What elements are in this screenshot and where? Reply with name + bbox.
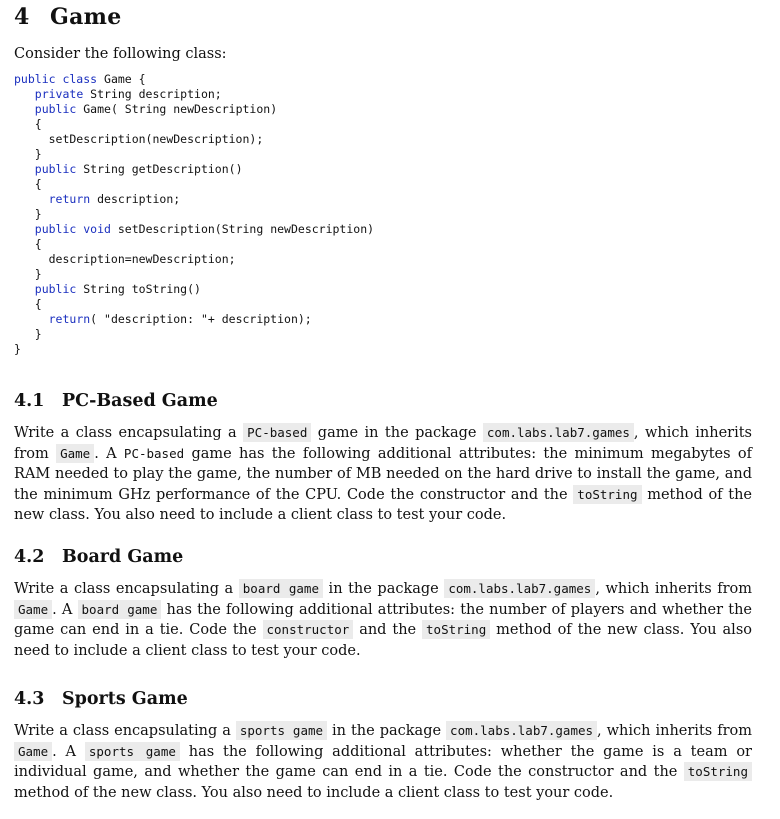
code-text: { (14, 297, 42, 311)
code-text (14, 282, 35, 296)
code-text: } (14, 207, 42, 221)
paragraph-text: . A (52, 601, 78, 618)
intro-text: Consider the following class: (14, 46, 227, 62)
paragraph-text: method of the new class. You also need to include a client class to test your code. (14, 622, 752, 659)
code-line (14, 72, 374, 87)
subsection-heading-4-3 (14, 689, 188, 709)
code-line (14, 222, 374, 237)
inline-code: Game (56, 444, 94, 463)
code-listing (14, 72, 374, 357)
code-keyword: return (48, 312, 91, 326)
code-text: Game( String newDescription) (76, 102, 278, 116)
paragraph-text: game in the package (311, 425, 483, 441)
inline-code: com.labs.lab7.games (446, 721, 597, 740)
code-text: setDescription(String newDescription) (110, 222, 375, 236)
code-keyword: return (48, 192, 91, 206)
inline-code: board game (239, 579, 323, 598)
code-text (14, 162, 35, 176)
code-text (14, 192, 49, 206)
code-line (14, 297, 374, 312)
code-line (14, 102, 374, 117)
subsection-number: 4.1 (14, 391, 45, 411)
code-text (14, 102, 35, 116)
inline-code: Game (14, 600, 52, 619)
code-text: String description; (83, 87, 222, 101)
paragraph-text: Write a class encapsulating a (14, 723, 236, 739)
paragraph-text: in the package (322, 581, 445, 597)
code-line (14, 237, 374, 252)
code-keyword: public (34, 102, 77, 116)
inline-code: toString (684, 762, 752, 781)
paragraph-text: in the package (327, 723, 447, 739)
paragraph-text: , which inherits from (595, 581, 752, 597)
inline-code: constructor (263, 620, 354, 639)
inline-code: Game (14, 742, 52, 761)
code-line (14, 117, 374, 132)
paragraph-text: , which inherits from (597, 723, 752, 739)
paragraph-text: method of the new class. You also need to include a client class to test your code. (14, 784, 614, 801)
code-text: String toString() (76, 282, 201, 296)
subsection-title: Sports Game (62, 689, 188, 709)
code-line (14, 252, 374, 267)
section-title: Game (50, 4, 122, 30)
code-line (14, 147, 374, 162)
code-line (14, 192, 374, 207)
code-text: } (14, 267, 42, 281)
code-text: { (14, 177, 42, 191)
code-line (14, 327, 374, 342)
code-line (14, 282, 374, 297)
subsection-title: PC-Based Game (62, 391, 218, 411)
code-keyword: private (34, 87, 84, 101)
paragraph-text: game has the following additional attributes: the minimum megabytes of RAM needed to play the game, the number of MB needed on the hard drive to install the game, and the minimum GHz performance of the CPU. Code the constructor and the (14, 445, 752, 503)
code-text: description; (90, 192, 181, 206)
code-text: Game { (97, 72, 146, 86)
inline-code: com.labs.lab7.games (483, 423, 634, 442)
inline-code: PC-based (123, 445, 185, 461)
code-line (14, 312, 374, 327)
code-keyword: public (34, 162, 77, 176)
code-line (14, 132, 374, 147)
code-text: { (14, 117, 42, 131)
inline-code: sports game (236, 721, 327, 740)
subsection-heading-4-1 (14, 391, 218, 411)
subsection-number: 4.2 (14, 547, 45, 567)
section-number: 4 (14, 4, 30, 30)
subsection-paragraph (14, 579, 752, 661)
subsection-heading-4-2 (14, 547, 183, 567)
inline-code: toString (422, 620, 490, 639)
code-text (14, 222, 35, 236)
code-text: } (14, 342, 21, 356)
section-heading (14, 4, 122, 30)
inline-code: com.labs.lab7.games (444, 579, 595, 598)
paragraph-text: . A (94, 445, 124, 462)
inline-code: toString (573, 485, 641, 504)
subsection-paragraph (14, 423, 752, 526)
paragraph-text: has the following additional attributes: the number of players and whether the game can end in a tie. Code the (14, 601, 752, 638)
code-text (14, 312, 49, 326)
code-text: } (14, 147, 42, 161)
code-line (14, 87, 374, 102)
paragraph-text: , which inherits from (14, 425, 752, 462)
code-line (14, 207, 374, 222)
code-keyword: public class (14, 72, 98, 86)
inline-code: PC-based (243, 423, 311, 442)
subsection-number: 4.3 (14, 689, 45, 709)
code-line (14, 162, 374, 177)
paragraph-text: and the (353, 622, 423, 638)
code-line (14, 267, 374, 282)
code-line (14, 177, 374, 192)
code-line (14, 342, 374, 357)
paragraph-text: . A (52, 743, 85, 760)
paragraph-text: method of the new class. You also need to include a client class to test your code. (14, 486, 752, 523)
code-text (14, 87, 35, 101)
paragraph-text: has the following additional attributes: whether the game is a team or individual game, and whether the game can end in a tie. Code the constructor and the (14, 743, 752, 780)
code-text: String getDescription() (76, 162, 243, 176)
code-text: setDescription(newDescription); (14, 132, 264, 146)
inline-code: board game (78, 600, 162, 619)
paragraph-text: Write a class encapsulating a (14, 425, 244, 441)
code-keyword: public void (34, 222, 111, 236)
paragraph-text: Write a class encapsulating a (14, 581, 239, 597)
subsection-title: Board Game (62, 547, 184, 567)
inline-code: sports game (85, 742, 180, 761)
code-text: { (14, 237, 42, 251)
code-keyword: public (34, 282, 77, 296)
code-text: description=newDescription; (14, 252, 236, 266)
code-text: ( "description: "+ description); (90, 312, 312, 326)
subsection-paragraph (14, 721, 752, 803)
code-text: } (14, 327, 42, 341)
